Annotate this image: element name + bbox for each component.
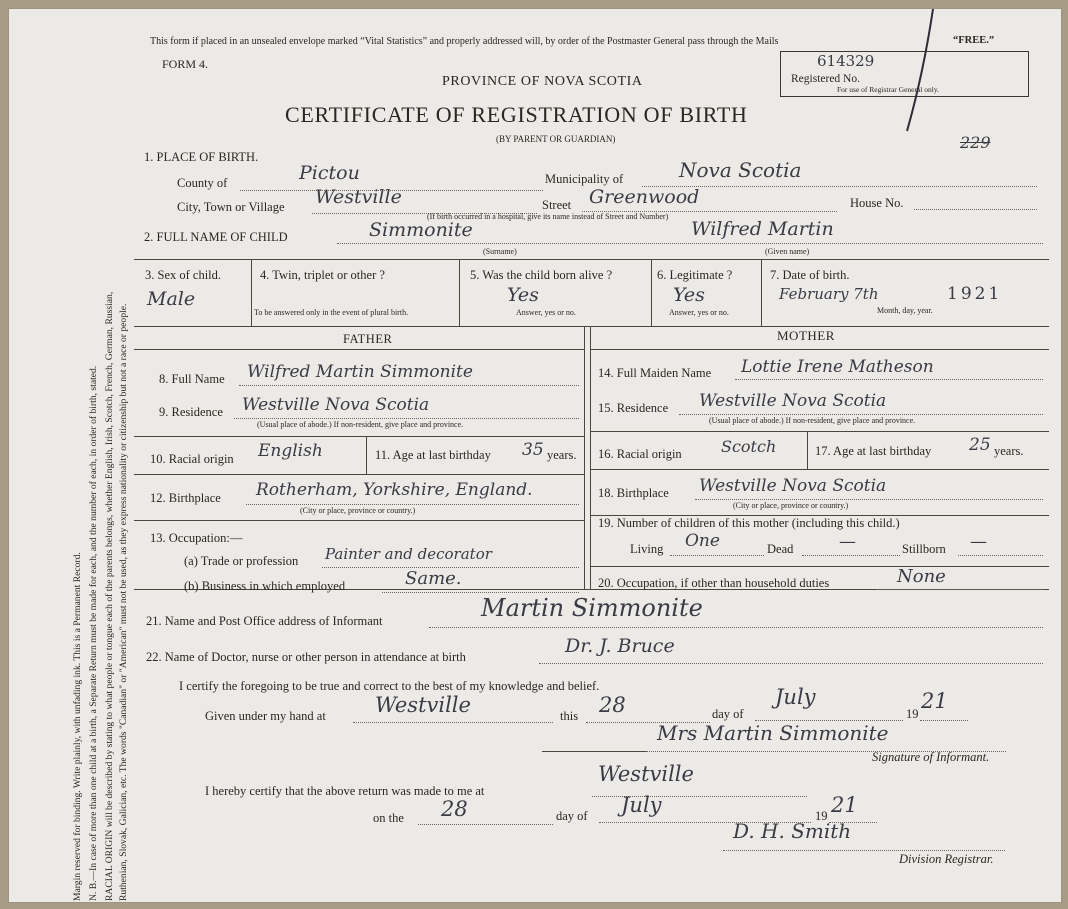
margin-note-1: Margin reserved for binding. Write plainly, with unfading ink. This is a Permanent Record. <box>72 552 83 901</box>
given-name-caption: (Given name) <box>765 247 810 256</box>
corner-mark: 229 <box>960 133 991 152</box>
twin-note: To be answered only in the event of plural birth. <box>254 308 409 317</box>
trade-label: (a) Trade or profession <box>184 554 299 568</box>
father-age-value: 35 <box>522 440 544 460</box>
alive-label: 5. Was the child born alive ? <box>470 268 613 282</box>
reg-day-of-label: day of <box>556 809 588 823</box>
mother-age-label: 17. Age at last birthday <box>815 444 932 458</box>
mother-origin-label: 16. Racial origin <box>598 447 682 461</box>
municipality-value: Nova Scotia <box>679 158 802 182</box>
dead-label: Dead <box>767 542 794 556</box>
margin-note-3: RACIAL ORIGIN will be described by stating to what people or tongue each of the parents belongs, whether English, Irish, Scotch, French, German, Russian, <box>104 291 115 901</box>
reg-year-suffix: 21 <box>831 793 858 817</box>
registrar-caption: Division Registrar. <box>899 852 994 866</box>
hereby-place-value: Westville <box>598 762 694 786</box>
signature-caption: Signature of Informant. <box>872 750 990 764</box>
given-year-prefix: 19 <box>906 707 919 721</box>
sex-value: Male <box>147 288 196 310</box>
children-label: 19. Number of children of this mother (including this child.) <box>598 516 900 530</box>
business-label: (b) Business in which employed <box>184 579 346 593</box>
father-age-label: 11. Age at last birthday <box>375 448 491 462</box>
county-label: County of <box>177 176 228 190</box>
county-value: Pictou <box>299 162 360 184</box>
trade-value: Painter and decorator <box>325 545 492 563</box>
given-year-suffix: 21 <box>921 689 948 713</box>
dead-value: — <box>839 532 856 552</box>
hospital-note: (If birth occurred in a hospital, give its name instead of Street and Number) <box>427 212 669 221</box>
mother-residence-label: 15. Residence <box>598 401 669 415</box>
margin-note-4: Ruthenian, Slovak, Galician, etc. The words "Canadian" or "American" must not be used, as they express nationality or citizenship but not a race or people. <box>118 303 129 901</box>
mother-occupation-value: None <box>897 566 946 587</box>
surname-caption: (Surname) <box>483 247 517 256</box>
city-label: City, Town or Village <box>177 200 285 214</box>
street-value: Greenwood <box>589 186 700 208</box>
certificate-subtitle: (BY PARENT OR GUARDIAN) <box>496 134 616 144</box>
twin-label: 4. Twin, triplet or other ? <box>260 268 385 282</box>
father-residence-value: Westville Nova Scotia <box>242 395 430 415</box>
mother-origin-value: Scotch <box>721 437 777 456</box>
given-day-value: 28 <box>599 693 626 717</box>
alive-value: Yes <box>507 284 539 306</box>
reg-day-value: 28 <box>441 797 468 821</box>
father-name-label: 8. Full Name <box>159 372 225 386</box>
doctor-label: 22. Name of Doctor, nurse or other person in attendance at birth <box>146 650 466 664</box>
registrar-signature: D. H. Smith <box>733 819 852 843</box>
living-value: One <box>685 531 720 551</box>
father-residence-label: 9. Residence <box>159 405 223 419</box>
informant-value: Martin Simmonite <box>481 594 703 622</box>
mother-residence-value: Westville Nova Scotia <box>699 391 887 411</box>
sex-label: 3. Sex of child. <box>145 268 222 282</box>
dob-day-value: February 7th <box>779 285 879 303</box>
doctor-value: Dr. J. Bruce <box>565 635 675 657</box>
reg-month-value: July <box>621 793 662 817</box>
child-given-name: Wilfred Martin <box>691 218 834 240</box>
given-day-of-label: day of <box>712 707 744 721</box>
legitimate-label: 6. Legitimate ? <box>657 268 733 282</box>
father-birthplace-label: 12. Birthplace <box>150 491 221 505</box>
alive-note: Answer, yes or no. <box>516 308 576 317</box>
father-origin-label: 10. Racial origin <box>150 452 234 466</box>
form-number: FORM 4. <box>162 57 209 71</box>
stillborn-label: Stillborn <box>902 542 946 556</box>
father-residence-note: (Usual place of abode.) If non-resident, give place and province. <box>257 420 464 429</box>
informant-signature: Mrs Martin Simmonite <box>657 721 889 745</box>
on-the-label: on the <box>373 811 404 825</box>
house-label: House No. <box>850 196 904 210</box>
informant-label: 21. Name and Post Office address of Informant <box>146 614 383 628</box>
business-value: Same. <box>405 568 462 589</box>
legitimate-value: Yes <box>673 284 705 306</box>
postal-free: “FREE.” <box>953 35 995 46</box>
child-surname: Simmonite <box>369 219 473 241</box>
municipality-label: Municipality of <box>545 172 624 186</box>
place-of-birth-heading: 1. PLACE OF BIRTH. <box>144 150 259 164</box>
dob-year-value: 1921 <box>947 284 1003 304</box>
father-origin-value: English <box>258 441 323 461</box>
pen-stroke <box>889 9 949 139</box>
child-name-label: 2. FULL NAME OF CHILD <box>144 230 288 244</box>
living-label: Living <box>630 542 664 556</box>
certify-text: I certify the foregoing to be true and correct to the best of my knowledge and belief. <box>179 679 600 693</box>
mother-birthplace-note: (City or place, province or country.) <box>733 501 849 510</box>
given-under-label: Given under my hand at <box>205 709 326 723</box>
mother-birthplace-label: 18. Birthplace <box>598 486 669 500</box>
reg-year-prefix: 19 <box>815 809 828 823</box>
father-name-value: Wilfred Martin Simmonite <box>247 362 473 382</box>
registration-label: Registered No. <box>791 73 860 85</box>
stillborn-value: — <box>970 532 987 552</box>
dob-label: 7. Date of birth. <box>770 268 850 282</box>
given-place-value: Westville <box>375 693 471 717</box>
father-birthplace-value: Rotherham, Yorkshire, England. <box>256 480 533 500</box>
registration-note: For use of Registrar General only. <box>837 85 939 94</box>
registration-number: 614329 <box>817 52 875 70</box>
province-heading: PROVINCE OF NOVA SCOTIA <box>442 74 643 89</box>
dob-note: Month, day, year. <box>877 306 933 315</box>
mother-age-value: 25 <box>969 435 991 455</box>
father-heading: FATHER <box>343 332 393 346</box>
mother-residence-note: (Usual place of abode.) If non-resident, give place and province. <box>709 416 916 425</box>
mother-occupation-label: 20. Occupation, if other than household duties <box>598 576 830 590</box>
mother-name-value: Lottie Irene Matheson <box>741 357 934 377</box>
father-birthplace-note: (City or place, province or country.) <box>300 506 416 515</box>
hereby-text: I hereby certify that the above return was made to me at <box>205 784 485 798</box>
city-value: Westville <box>315 186 402 208</box>
mother-birthplace-value: Westville Nova Scotia <box>699 476 887 496</box>
mother-heading: MOTHER <box>777 328 835 343</box>
father-occupation-label: 13. Occupation:— <box>150 531 243 545</box>
father-years: years. <box>547 448 577 462</box>
mother-name-label: 14. Full Maiden Name <box>598 366 712 380</box>
given-month-value: July <box>775 685 816 709</box>
this-label: this <box>560 709 579 723</box>
legitimate-note: Answer, yes or no. <box>669 308 729 317</box>
street-label: Street <box>542 198 572 212</box>
margin-note-2: N. B.—In case of more than one child at a birth, a Separate Return must be made for each, and the number of each, in order of birth, stated. <box>88 365 99 901</box>
mother-years: years. <box>994 444 1024 458</box>
certificate-page <box>8 8 1062 903</box>
postal-note: This form if placed in an unsealed envelope marked “Vital Statistics” and properly addressed will, by order of the Postmaster General pass through the Mails <box>150 36 779 47</box>
certificate-title: CERTIFICATE OF REGISTRATION OF BIRTH <box>285 102 748 127</box>
